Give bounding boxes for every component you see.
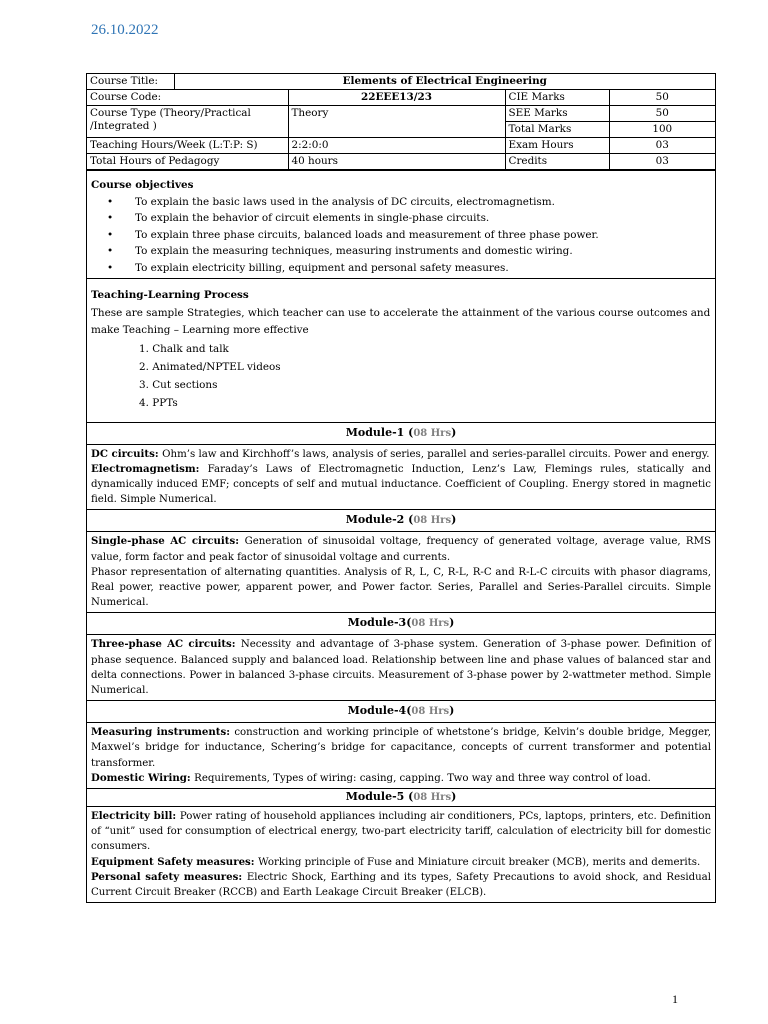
list-item: 1. Chalk and talk [139, 342, 229, 355]
credits-label: Credits [505, 154, 609, 170]
course-type-label [87, 106, 288, 138]
table-row [87, 90, 715, 106]
module-title: Module-5 ( [345, 789, 414, 803]
module-3-heading [87, 612, 715, 634]
total-marks-label: Total Marks [505, 122, 609, 138]
topic-title: Electromagnetism: [91, 462, 208, 475]
topic-text: Requirements, Types of wiring: casing, capping. Two way and three way control of load. [194, 772, 651, 784]
topic-text: construction and working principle of whetstone’s bridge, Kelvin’s double bridge, Megger, Maxwel’s bridge for inductance, Schering’s bridge for capacitance, concepts of current transformer and potential transformer. [91, 727, 711, 769]
total-marks-value: 100 [609, 122, 715, 138]
teaching-intro: These are sample Strategies, which teacher can use to accelerate the attainment of the various course outcomes and make Teaching – Learning more effective [91, 306, 711, 336]
topic-text: Faraday’s Laws of Electromagnetic Induction, Lenz’s Law, Flemings rules, statically and dynamically induced EMF; concepts of self and mutual inductance. Coefficient of Coupling. Energy stored in magnetic field. Simple Numerical. [91, 463, 712, 506]
module-paragraph [91, 809, 711, 855]
table-row [87, 74, 715, 90]
see-value: 50 [609, 106, 715, 122]
teaching-heading: Teaching-Learning Process [91, 289, 249, 301]
list-item: • To explain the basic laws used in the analysis of DC circuits, electromagnetism. [105, 194, 711, 211]
module-5-heading [87, 788, 715, 806]
list-item: • To explain three phase circuits, balanced loads and measurement of three phase power. [105, 227, 711, 244]
syllabus-sheet [86, 73, 716, 903]
cie-value: 50 [609, 90, 715, 106]
course-code: 22EEE13/23 [288, 90, 505, 106]
table-row [87, 154, 715, 170]
module-hours: 08 Hrs [413, 791, 452, 803]
topic-title: DC circuits: [91, 447, 163, 460]
list-item: • To explain the measuring techniques, measuring instruments and domestic wiring. [105, 243, 711, 260]
pedagogy-value: 40 hours [288, 154, 505, 170]
module-title: Module-1 ( [345, 425, 414, 439]
topic-text: Phasor representation of alternating quantities. Analysis of R, L, C, R-L, R-C and R-L-C circuits with phasor diagrams, Real power, reactive power, apparent power, and Power factor. Series, Parallel and Series-Parallel circuits. Simple Numerical. [91, 566, 711, 609]
list-item: 3. Cut sections [139, 378, 218, 391]
module-2-content [87, 531, 715, 612]
module-close: ) [449, 704, 455, 718]
module-paragraph [91, 447, 711, 462]
module-paragraph [91, 870, 711, 900]
module-title: Module-3( [347, 616, 412, 630]
module-close: ) [449, 616, 455, 630]
table-row [87, 138, 715, 154]
module-paragraph [91, 855, 711, 870]
topic-title: Personal safety measures: [91, 870, 247, 883]
module-paragraph [91, 771, 711, 786]
module-paragraph [91, 534, 711, 564]
course-type: Theory [288, 106, 505, 138]
topic-text: Power rating of household appliances including air conditioners, PCs, laptops, printers, etc. Definition of “unit” used for consumption of electrical energy, two-part electricity tariff, calculation of electricity bill for domestic consumers. [91, 810, 711, 853]
objectives-list [91, 194, 711, 277]
teaching-hours: 2:2:0:0 [288, 138, 505, 154]
module-title: Module-2 ( [345, 513, 414, 527]
see-label: SEE Marks [505, 106, 609, 122]
module-1-heading [87, 422, 715, 444]
list-item: 2. Animated/NPTEL videos [139, 360, 281, 373]
list-item: • To explain electricity billing, equipment and personal safety measures. [105, 260, 711, 277]
course-code-label: Course Code: [87, 90, 288, 106]
list-item: 4. PPTs [139, 396, 178, 409]
topic-title: Measuring instruments: [91, 726, 235, 739]
credits-value: 03 [609, 154, 715, 170]
module-hours: 08 Hrs [413, 427, 452, 439]
module-close: ) [451, 425, 457, 439]
module-3-content [87, 634, 715, 700]
module-1-content [87, 444, 715, 510]
course-title: Elements of Electrical Engineering [174, 74, 715, 90]
module-paragraph [91, 637, 711, 698]
topic-title: Equipment Safety measures: [91, 855, 259, 868]
course-objectives [87, 170, 715, 278]
topic-text: Ohm’s law and Kirchhoff’s laws, analysis of series, parallel and series-parallel circuits. Power and energy. [162, 448, 710, 460]
topic-title: Single-phase AC circuits: [91, 535, 245, 548]
module-paragraph [91, 725, 711, 771]
teaching-list [91, 340, 711, 412]
topic-title: Domestic Wiring: [91, 771, 195, 784]
teaching-learning-process [87, 278, 715, 422]
course-info-table [87, 74, 715, 170]
objectives-heading: Course objectives [91, 179, 194, 191]
topic-text: Necessity and advantage of 3-phase system. Generation of 3-phase power. Definition of phase sequence. Balanced supply and balanced load. Relationship between line and phase values of balanced star and delta connections. Power in balanced 3-phase circuits. Measurement of 3-phase power by 2-wattmeter method. Simple Numerical. [91, 639, 711, 696]
module-title: Module-4( [347, 704, 412, 718]
document-date: 26.10.2022 [91, 22, 159, 38]
exam-hours-label: Exam Hours [505, 138, 609, 154]
topic-text: Electric Shock, Earthing and its types, Safety Precautions to avoid shock, and Residual Current Circuit Breaker (RCCB) and Earth Leakage Circuit Breaker (ELCB). [91, 871, 711, 898]
course-type-label-line: Course Type (Theory/Practical [90, 107, 251, 119]
list-item: • To explain the behavior of circuit elements in single-phase circuits. [105, 210, 711, 227]
pedagogy-label: Total Hours of Pedagogy [87, 154, 288, 170]
module-paragraph [91, 462, 711, 508]
module-hours: 08 Hrs [413, 515, 452, 527]
topic-text: Generation of sinusoidal voltage, frequency of generated voltage, average value, RMS value, form factor and peak factor of sinusoidal voltage and currents. [91, 536, 711, 563]
exam-hours-value: 03 [609, 138, 715, 154]
module-4-content [87, 722, 715, 788]
module-4-heading [87, 700, 715, 722]
topic-title: Electricity bill: [91, 809, 180, 822]
module-5-content [87, 806, 715, 902]
table-row [87, 106, 715, 122]
module-hours: 08 Hrs [411, 706, 450, 718]
course-title-label: Course Title: [87, 74, 174, 90]
cie-label: CIE Marks [505, 90, 609, 106]
module-paragraph [91, 565, 711, 611]
course-type-label-line: /Integrated ) [90, 120, 157, 132]
module-close: ) [451, 513, 457, 527]
topic-title: Three-phase AC circuits: [91, 638, 241, 651]
topic-text: Working principle of Fuse and Miniature circuit breaker (MCB), merits and demerits. [258, 856, 701, 868]
module-hours: 08 Hrs [411, 618, 450, 630]
module-2-heading [87, 509, 715, 531]
module-close: ) [451, 789, 457, 803]
page-number: 1 [672, 992, 678, 1006]
teaching-hours-label: Teaching Hours/Week (L:T:P: S) [87, 138, 288, 154]
